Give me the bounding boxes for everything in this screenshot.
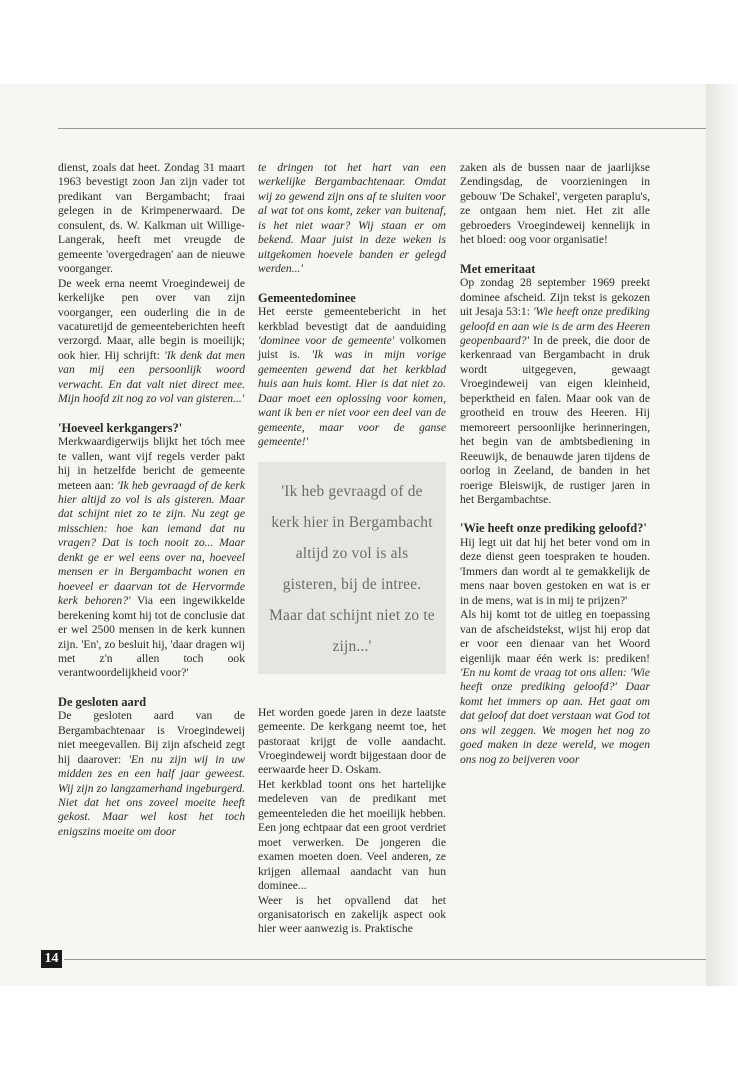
paragraph-text: In de preek, die door de kerkenraad van Bergambacht in druk wordt uitgegeven, gewaagt Vroegindeweij van eigen kleinheid, beperktheid en falen. Maar ook van de grootheid en trouw des Heeren. Hij memoreert persoonlijke herinneringen, het begin van de ambtsbediening in Reeuwijk, de benauwde jaren tijdens de oorlog in Zeeland, de banden in het roerige Bleiswijk, de rustiger jaren in het Bergambachtse. [460,333,650,506]
subheading-gemeentedominee: Gemeentedominee [258,290,356,305]
paragraph-text: Merkwaardigerwijs blijkt het tóch mee te vallen, want vijf regels verder pakt hij in hetzelfde bericht de gemeente meteen aan: [58,435,245,492]
paragraph: Hij legt uit dat hij het beter vond om in deze dienst geen toespraken te houden. 'Immers dan wordt al te gemakkelijk de mens naar boven gestoken en wat is er in de mens, wat is in mij te prijzen?' [460,535,650,607]
quote-text: 'Wie heeft onze prediking geloofd en aan wie is de arm des Heeren geopenbaard?' [460,305,650,347]
paragraph: Het kerkblad toont ons het hartelijke medeleven van de predikant met gemeenteleden die het moeilijk hebben. Een jong echtpaar dat een groot verdriet moet verwerken. De jongeren die examen moeten doen. Veel anderen, ze krijgen allemaal aandacht van hun dominee... [258,777,446,893]
quote-text: 'En nu komt de vraag tot ons allen: 'Wie heeft onze prediking geloofd?' Daar komt het immers op aan. Het gaat om dat geloof dat doet verstaan wat God tot ons wil zeggen. We mogen het nog zo goed maken in deze wereld, we mogen ons nog zo beijveren voor [460,665,650,766]
paragraph-text: volkomen juist is. [258,333,446,362]
quote-text: 'Ik was in mijn vorige gemeenten gewend dat het kerkblad huis aan huis komt. Hier is dat niet zo. Daar moet een oplossing voor komen, want ik ben er niet voor een deel van de gemeente, maar voor de ganse gemeente!' [258,348,446,449]
paragraph: dienst, zoals dat heet. Zondag 31 maart 1963 bevestigt zoon Jan zijn vader tot predikant van Bergambacht; fraai gelegen in de Krimpenerwaard. De consulent, ds. W. Kalkman uit Willige-Langerak, heeft met vreugde de gemeente 'overgedragen' aan de nieuwe voorganger. [58,161,245,276]
quote-text: 'Ik denk dat men van mij een persoonlijk woord verwacht. En dat valt niet direct mee. Mijn hoofd zit nog zo vol van gisteren...' [58,348,245,406]
pull-quote: 'Ik heb gevraagd of de kerk hier in Bergambacht altijd zo vol is als gisteren, bij de intree. Maar dat schijnt niet zo te zijn...' [258,462,446,674]
paragraph-text: Als hij komt tot de uitleg en toepassing van de afscheidstekst, wijst hij erop dat er voor een dienaar van het Woord eigenlijk maar één werk is: prediken! [460,608,650,665]
page-edge-shadow [706,84,738,986]
top-rule [58,128,706,129]
quote-text: 'En nu zijn wij in uw midden zes en een half jaar geweest. Wij zijn zo langzamerhand ingeburgerd. Niet dat het ons zoveel moeite heeft gekost. Maar wel kost het toch enigszins moeite om door [58,752,245,838]
paragraph-text: Via een ingewikkelde berekening komt hij tot de conclusie dat er wel 2500 mensen in de kerk kunnen zijn. 'En', zo besluit hij, 'daar dragen wij met z'n allen toch ook verantwoordelijkheid voor?' [58,594,245,680]
paragraph-text: De gesloten aard van de Bergambachtenaar is Vroegindeweij niet meegevallen. Bij zijn afscheid zegt hij daarover: [58,709,245,766]
paragraph [460,276,650,507]
paragraph [258,305,446,450]
paragraph-text: Op zondag 28 september 1969 preekt dominee afscheid. Zijn tekst is gekozen uit Jesaja 53:1: [460,276,650,319]
page-number: 14 [41,950,62,968]
column-2 [258,161,446,937]
paragraph-text: De week erna neemt Vroegindeweij de kerkelijke pen over van zijn voorganger, een ouderling die in de vacaturetijd de gemeenteberichten heeft verzorgd. Maar, alle begin is moeilijk; ook hier. Hij schrijft: [58,276,245,362]
subheading-gesloten-aard: De gesloten aard [58,694,147,709]
paragraph [58,435,245,681]
bottom-rule [64,959,706,960]
column-3 [460,161,650,767]
paragraph [58,277,245,407]
paragraph-text: Het eerste gemeentebericht in het kerkblad bevestigt dat de aanduiding [258,305,446,333]
quote-text: 'Ik heb gevraagd of de kerk hier altijd zo vol is als gisteren. Maar dat schijnt niet zo te zijn. Nu zegt ge misschien: hoe kan iemand dat nu vragen? Dat is toch nooit zo... Maar denkt ge er wel eens over na, hoeveel mensen er in Bergambacht wonen en hoeveel er daarvan tot de Hervormde kerk behoren?' [58,478,245,608]
paragraph: zaken als de bussen naar de jaarlijkse Zendingsdag, de voorzieningen in gebouw 'De Schakel', vergeten paraplu's, ze ontgaan hem niet. Het zit alle gebroeders Vroegindeweij kennelijk in het bloed: oog voor organisatie! [460,161,650,247]
paragraph: Het worden goede jaren in deze laatste gemeente. De kerkgang neemt toe, het pastoraat krijgt de volle aandacht. Vroegindeweij wordt bijgestaan door de eerwaarde heer D. Oskam. [258,705,446,777]
quote-paragraph: te dringen tot het hart van een werkelijke Bergambachtenaar. Omdat wij zo gewend zijn ons af te sluiten voor al wat tot ons komt, zeker van buitenaf, is het niet waar? Wij staan er om bekend. Maar juist in deze weken is uitgekomen hoevele banden er gelegd werden...' [258,161,446,276]
paragraph [58,709,245,839]
paragraph [460,608,650,767]
quote-text: 'dominee voor de gemeente' [258,333,395,347]
subheading-emeritaat: Met emeritaat [460,261,536,276]
column-1 [58,161,245,839]
subheading-kerkgangers: 'Hoeveel kerkgangers?' [58,420,183,435]
subheading-prediking: 'Wie heeft onze prediking geloofd?' [460,521,647,536]
paragraph: Weer is het opvallend dat het organisatorisch en zakelijk aspect ook hier weer aanwezig is. Praktische [258,893,446,936]
